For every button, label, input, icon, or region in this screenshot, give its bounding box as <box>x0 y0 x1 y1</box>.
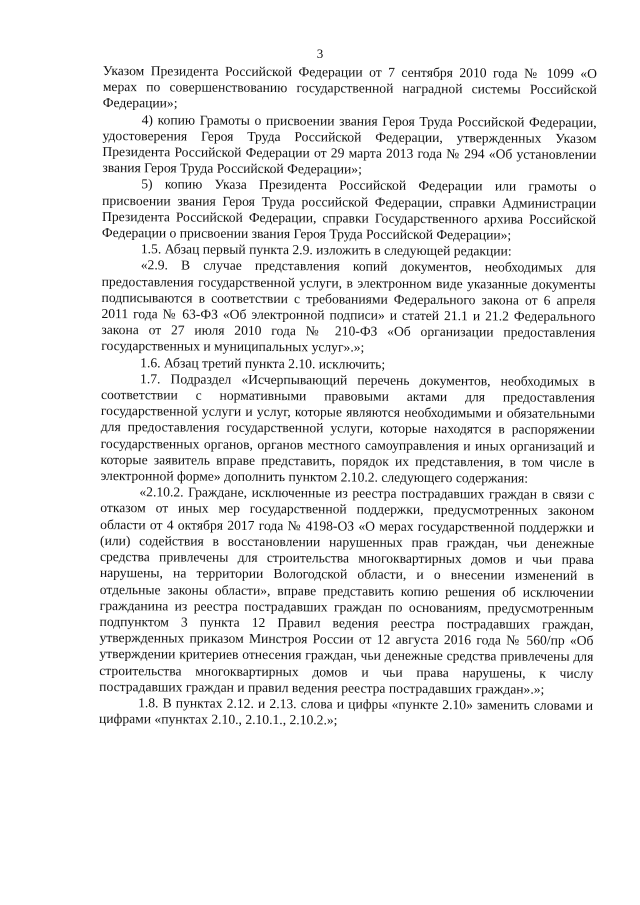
paragraph-1-5: 1.5. Абзац первый пункта 2.9. изложить в следующей редакции: <box>140 241 512 259</box>
page-number: 3 <box>316 46 324 61</box>
document-body <box>99 63 597 730</box>
paragraph-1-8: 1.8. В пунктах 2.12. и 2.13. слова и цифры «пункте 2.10» заменить словами и цифрами «пунктах 2.10., 2.10.1., 2.10.2.»; <box>98 695 594 728</box>
paragraph-2-10-2: «2.10.2. Граждане, исключенные из реестра пострадавших граждан в связи с отказом от иных мер государственной поддержки, предусмотренных законом области от 4 октября 2017 года № 4198-ОЗ «О мерах государственной поддержки и (или) содействия в восстановлении нарушенных прав граждан, чьи денежные средства привлечены для строительства многоквартирных домов и чьи права нарушены, на территории Вологодской области, и о внесении изменений в отдельные законы области», вправе представить копию решения об исключении гражданина из реестра пострадавших граждан по основаниям, предусмотренным подпунктом 3 пункта 12 Правил ведения реестра пострадавших граждан, утвержденных приказом Минстроя России от 12 августа 2016 года № 560/пр «Об утверждении критериев отнесения граждан, чьи денежные средства привлечены для строительства многоквартирных домов и чьи права нарушены, к числу пострадавших граждан и правил ведения реестра пострадавших граждан».»; <box>99 484 595 697</box>
paragraph-item-4: 4) копию Грамоты о присвоении звания Героя Труда Российской Федерации, удостоверения Героя Труда Российской Федерации, утвержденных Указом Президента Российской Федерации от 29 марта 2013 года № 294 «Об установлении звания Героя Труда Российской Федерации»; <box>102 111 597 177</box>
paragraph-1-7: 1.7. Подраздел «Исчерпывающий перечень документов, необходимых в соответствии с нормативными правовыми актами для предоставления государственной услуги и услуг, которые являются необходимыми и обязательными для предоставления государственной услуги, которые находятся в распоряжении государственных органов, органов местного самоуправления и иных организаций и которые заявитель вправе представить, порядок их представления, в том числе в электронной форме» дополнить пунктом 2.10.2. следующего содержания: <box>100 371 596 486</box>
paragraph-1-6: 1.6. Абзац третий пункта 2.10. исключить; <box>140 354 386 372</box>
paragraph-decree-1099-end: Указом Президента Российской Федерации от 7 сентября 2010 года № 1099 «О мерах по совершенствованию государственной наградной системы Российской Федерации»; <box>102 63 597 111</box>
paragraph-2-9: «2.9. В случае представления копий документов, необходимых для предоставления государственной услуги, в электронном виде указанные документы подписываются в соответствии с требованиями Федерального закона от 6 апреля 2011 года № 63-ФЗ «Об электронной подписи» и статей 21.1 и 21.2 Федерального закона от 27 июля 2010 года № 210-ФЗ «Об организации предоставления государственных и муниципальных услуг».»; <box>101 257 596 356</box>
paragraph-item-5: 5) копию Указа Президента Российской Федерации или грамоты о присвоении звания Героя Труда российской Федерации, справки Администрации Президента Российской Федерации, справки Государственного архива Российской Федерации о присвоении звания Героя Труда Российской Федерации»; <box>101 176 597 243</box>
